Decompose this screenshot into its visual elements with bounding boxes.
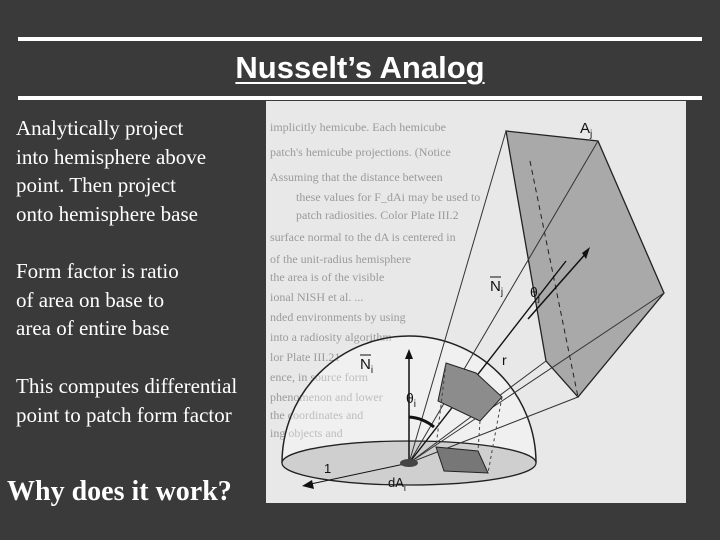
label-normal-ni: $N_i$ [360, 356, 374, 376]
figure-diagram [266, 101, 686, 503]
bg-line: implicitly hemicube. Each hemicube [270, 120, 446, 134]
closing-question: Why does it work? [7, 476, 232, 507]
bg-line: ional NISH et al. ... [270, 290, 364, 304]
title-rule-bottom [18, 96, 702, 100]
slide-title: Nusselt’s Analog [235, 50, 485, 85]
label-distance-r: r [502, 352, 507, 368]
nusselt-analog-figure [266, 101, 686, 503]
label-radius-1: 1 [324, 461, 332, 476]
bg-line: Assuming that the distance between [270, 170, 443, 184]
label-theta-j: $\theta_j$ [530, 284, 541, 304]
point-dai [400, 459, 418, 467]
patch-aj [506, 131, 664, 397]
bullet-paragraph-projection: Analytically project into hemisphere above point. Then project onto hemisphere base [16, 116, 207, 226]
bg-line: phenomenon and lower [270, 390, 383, 404]
label-point-dai: $dA_i$ [388, 475, 406, 493]
label-theta-i: $\theta_i$ [406, 390, 417, 410]
bg-line: the coordinates and [270, 408, 364, 422]
bullet-paragraph-form-factor: Form factor is ratio of area on base to area of entire base [16, 259, 179, 340]
bg-line: ence, in source form [270, 370, 368, 384]
bg-line: surface normal to the dA is centered in [270, 230, 456, 244]
label-normal-nj: $N_j$ [490, 278, 504, 298]
bg-line: nded environments by using [270, 310, 406, 324]
bg-line: ing objects and [270, 426, 343, 440]
bg-line: lor Plate III.21 [270, 350, 341, 364]
bg-line: patch radiosities. Color Plate III.2 [296, 208, 459, 222]
label-patch-aj: $A_j$ [580, 120, 593, 140]
title-rule-top [18, 37, 702, 41]
bg-line: patch's hemicube projections. (Notice [270, 145, 451, 159]
bg-line: these values for F_dAi may be used to [296, 190, 481, 204]
bg-line: the area is of the visible [270, 270, 385, 284]
radius-arrowhead [302, 480, 314, 489]
bullet-paragraph-differential: This computes differential point to patch form factor [16, 374, 238, 427]
bg-line: of the unit-radius hemisphere [270, 252, 411, 266]
bg-line: into a radiosity algorithm [270, 330, 392, 344]
